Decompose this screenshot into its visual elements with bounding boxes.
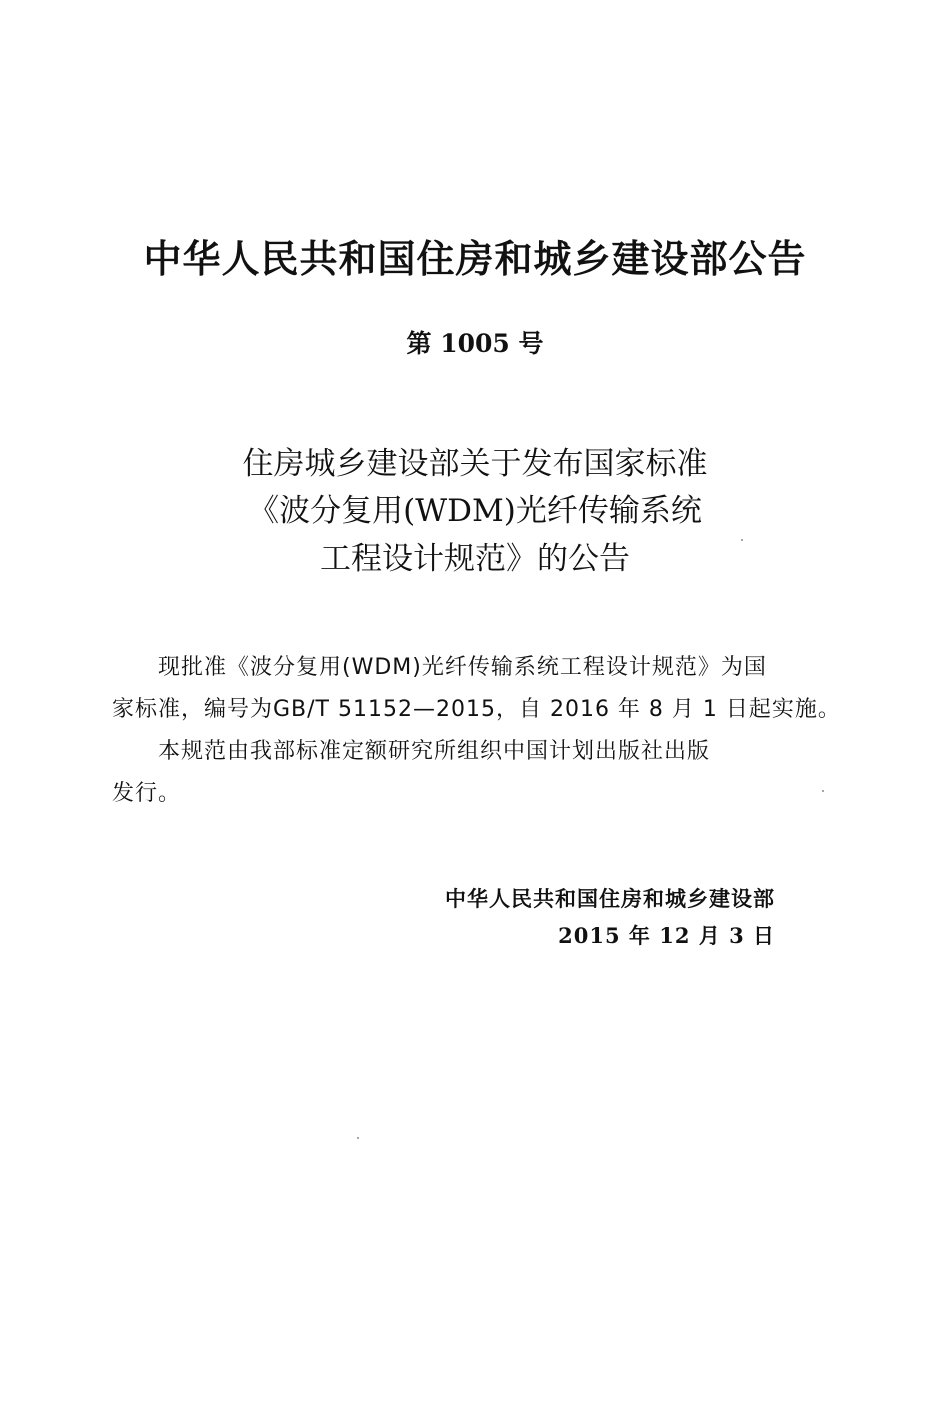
scan-speck — [822, 790, 824, 792]
body-paragraph-1-line-2: 家标准，编号为GB/T 51152—2015，自 2016 年 8 月 1 日起实施。 — [112, 697, 841, 722]
announcement-number: 第 1005 号 — [406, 329, 544, 358]
issuer-signature: 中华人民共和国住房和城乡建设部 — [445, 887, 775, 911]
issue-date: 2015 年 12 月 3 日 — [558, 923, 775, 948]
scan-speck — [741, 539, 743, 541]
body-paragraph-1-line-1: 现批准《波分复用(WDM)光纤传输系统工程设计规范》为国 — [158, 655, 767, 680]
subtitle-line-1: 住房城乡建设部关于发布国家标准 — [242, 446, 708, 482]
body-paragraph-2-line-1: 本规范由我部标准定额研究所组织中国计划出版社出版 — [158, 739, 711, 764]
scan-speck — [357, 1137, 359, 1139]
subtitle-line-2: 《波分复用(WDM)光纤传输系统 — [248, 493, 702, 529]
body-paragraph-2-line-2: 发行。 — [112, 781, 182, 806]
announcement-title: 中华人民共和国住房和城乡建设部公告 — [143, 237, 807, 281]
subtitle-line-3: 工程设计规范》的公告 — [320, 541, 630, 577]
